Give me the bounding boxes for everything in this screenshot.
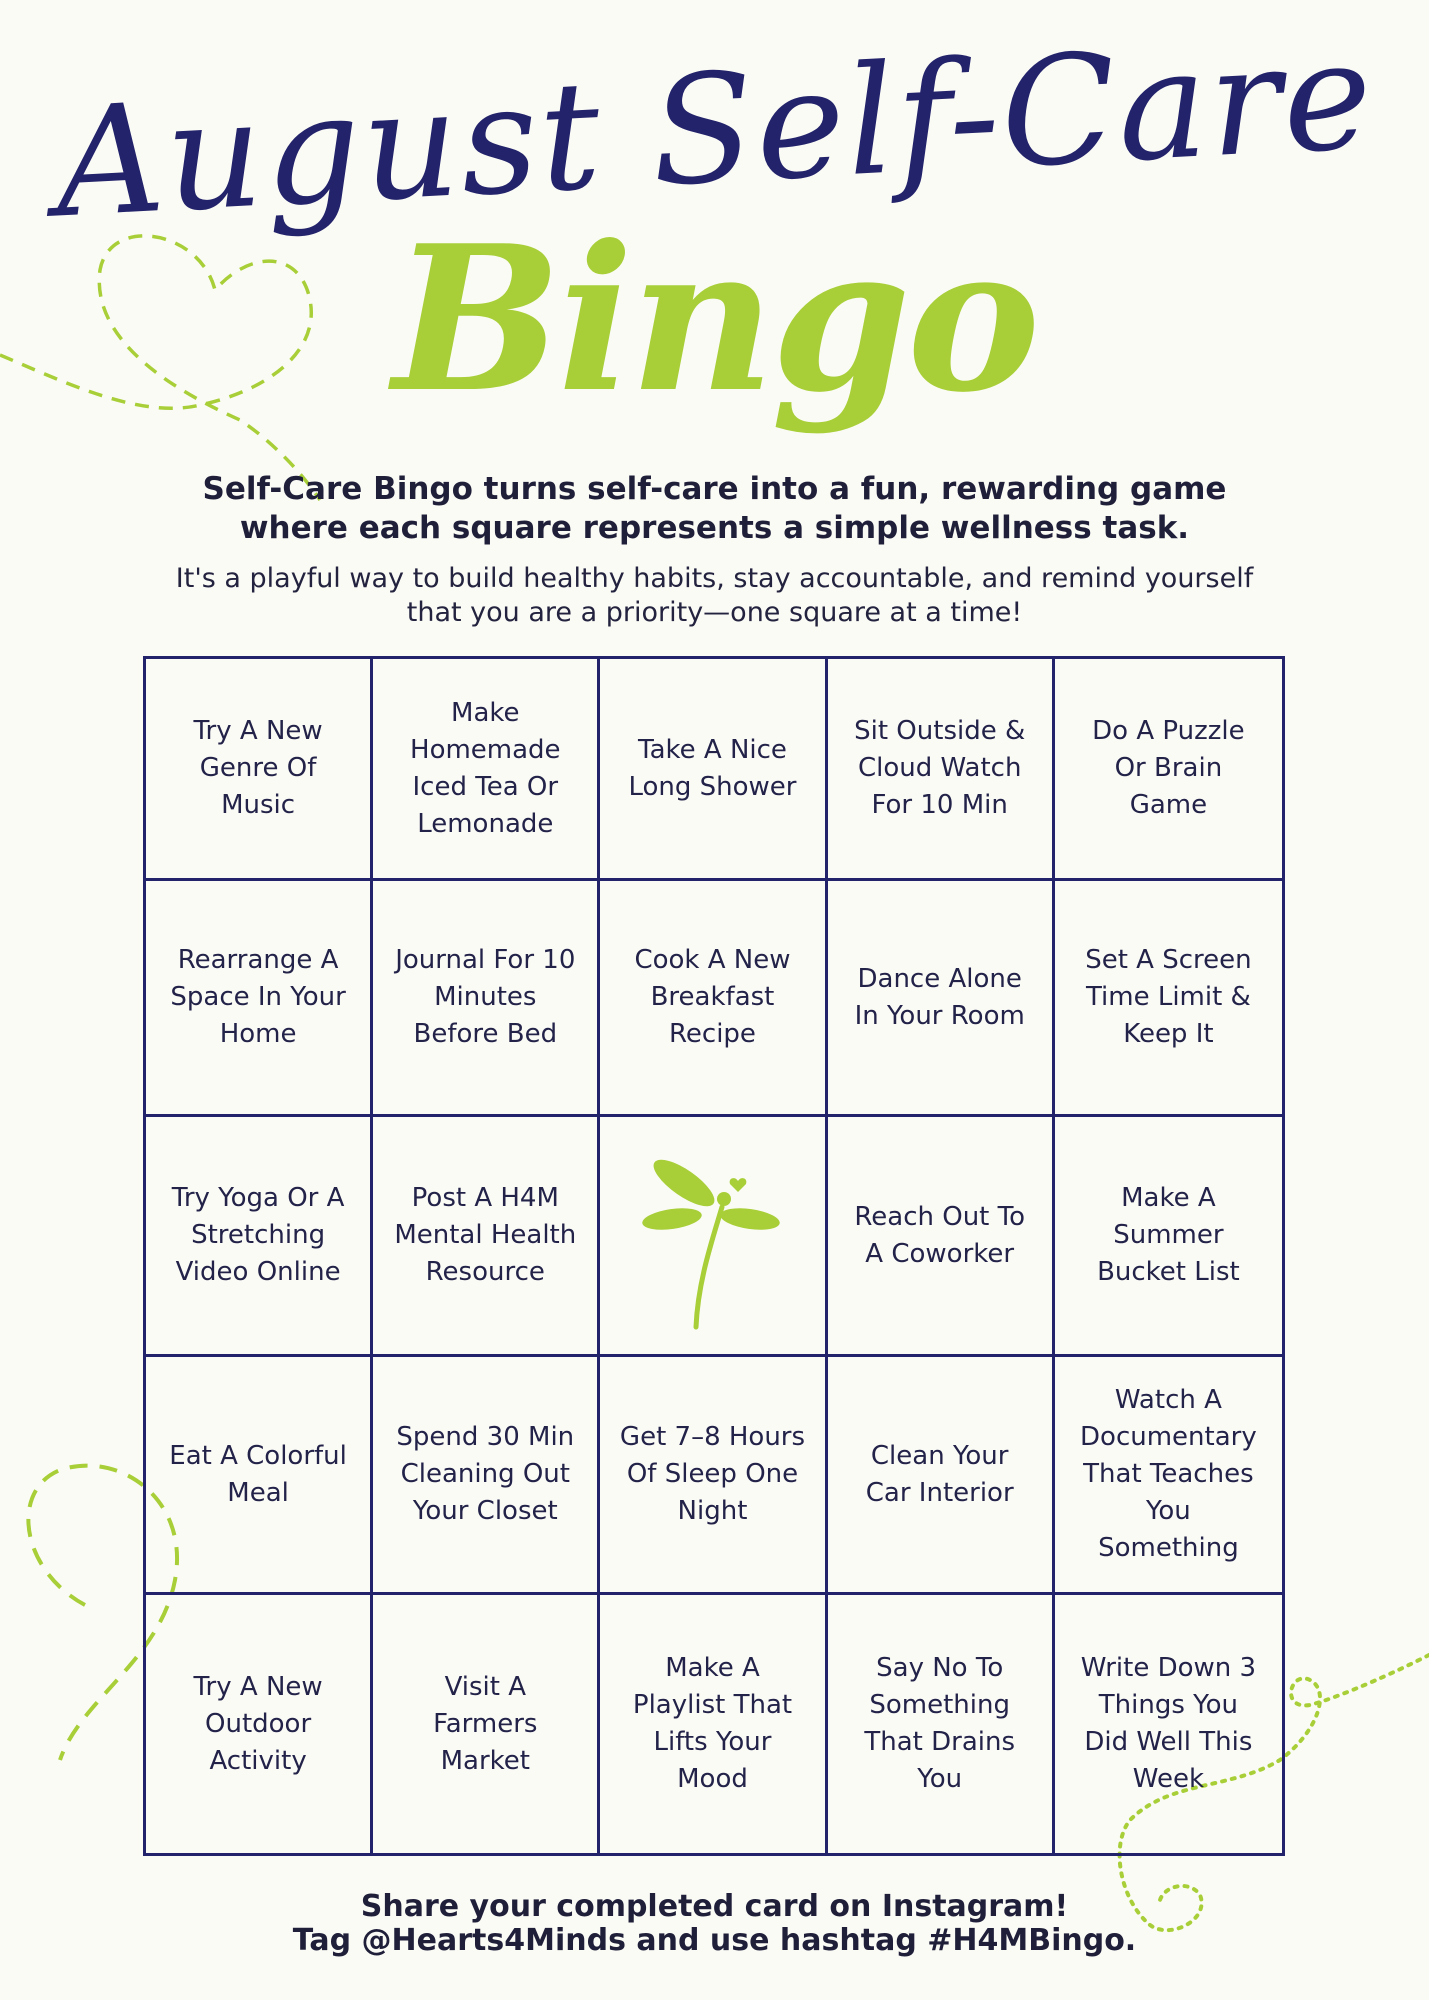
bingo-square: Journal For 10 Minutes Before Bed — [373, 881, 600, 1117]
bingo-square: Try Yoga Or A Stretching Video Online — [146, 1117, 373, 1357]
bingo-square: Make A Summer Bucket List — [1055, 1117, 1282, 1357]
bingo-square: Spend 30 Min Cleaning Out Your Closet — [373, 1357, 600, 1595]
bingo-square: Write Down 3 Things You Did Well This Week — [1080, 1653, 1257, 1794]
bingo-square: Make A Playlist That Lifts Your Mood — [600, 1595, 827, 1853]
title-script: August Self-Care — [51, 8, 1378, 252]
footer-line-tag: Tag @Hearts4Minds and use hashtag #H4MBingo. — [292, 1923, 1137, 1958]
bingo-square: Dance Alone In Your Room — [828, 881, 1055, 1117]
title-bingo: Bingo — [392, 202, 1037, 437]
footer-line-share: Share your completed card on Instagram! — [360, 1889, 1069, 1924]
bingo-square: Post A H4M Mental Health Resource — [373, 1117, 600, 1357]
bingo-square: Get 7–8 Hours Of Sleep One Night — [600, 1357, 827, 1595]
bingo-square: Visit A Farmers Market — [373, 1595, 600, 1853]
intro-regular-text: It's a playful way to build healthy habits, stay accountable, and remind yourself that you are a priority—one square at a time! — [175, 563, 1254, 628]
bingo-square: Watch A Documentary That Teaches You Something — [1055, 1357, 1282, 1595]
bingo-square: Try A New Genre Of Music — [146, 659, 373, 881]
bingo-square: Eat A Colorful Meal — [146, 1357, 373, 1595]
bingo-square: Try A New Outdoor Activity — [146, 1595, 373, 1853]
bingo-square: Sit Outside & Cloud Watch For 10 Min — [828, 659, 1055, 881]
bingo-square: Set A Screen Time Limit & Keep It — [1055, 881, 1282, 1117]
bingo-square: Say No To Something That Drains You — [828, 1595, 1055, 1853]
intro-bold-text: Self-Care Bingo turns self-care into a fun, rewarding game where each square represents a simple wellness task. — [202, 471, 1227, 546]
bingo-square: Reach Out To A Coworker — [828, 1117, 1055, 1357]
footer-cta — [200, 1890, 1229, 1958]
dragonfly-logo-icon — [642, 1141, 782, 1331]
bingo-square: Take A Nice Long Shower — [600, 659, 827, 881]
bingo-square: Cook A New Breakfast Recipe — [600, 881, 827, 1117]
bingo-board — [143, 656, 1285, 1856]
bingo-square: Clean Your Car Interior — [828, 1357, 1055, 1595]
bingo-square: Make Homemade Iced Tea Or Lemonade — [373, 659, 600, 881]
bingo-square: Rearrange A Space In Your Home — [146, 881, 373, 1117]
free-space-square — [600, 1117, 827, 1357]
bingo-square: Do A Puzzle Or Brain Game — [1055, 659, 1282, 881]
